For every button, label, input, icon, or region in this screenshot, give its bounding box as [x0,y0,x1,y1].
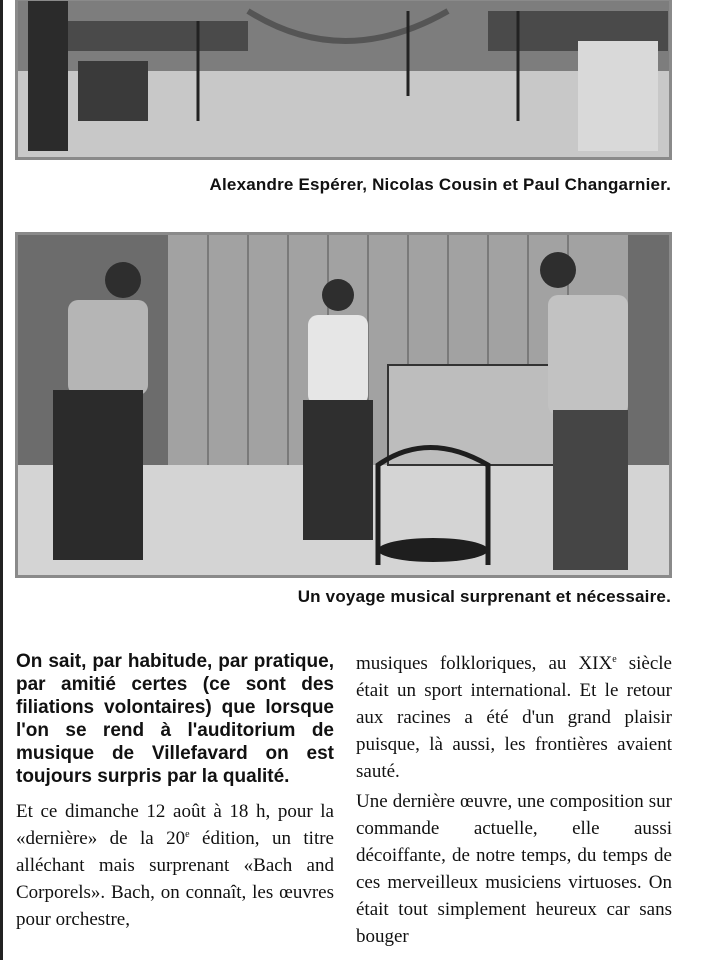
photo-marimbas [15,0,672,160]
article-paragraph: Une dernière œuvre, une composition sur commande actuelle, elle aussi décoiffante, de notre temps, du temps de ces merveilleux musiciens virtuoses. On était tout simplement heureux car sans bouger [356,791,672,947]
photo-caption-musicians: Alexandre Espérer, Nicolas Cousin et Paul Changarnier. [209,175,671,194]
text-run: siècle était un sport international. Et le retour aux racines a été d'un grand plaisir puisque, là aussi, les frontières avaient sauté. [356,653,672,782]
text-run: musiques folkloriques, au XIX [356,653,613,674]
photo-caption-voyage: Un voyage musical surprenant et nécessaire. [297,587,671,606]
article-paragraph [356,650,672,785]
article-column-right [356,650,672,953]
text-run: Et ce dimanche 12 août à 18 h, pour la «dernière» de la 20 [16,801,334,849]
article-paragraph [16,798,334,933]
superscript: e [612,654,617,665]
photo-performers [15,232,672,578]
article-column-left [16,650,334,936]
page-border [0,0,3,960]
superscript: e [185,829,190,840]
text-run: édition, un titre alléchant mais surprenant «Bach and Corporels». Bach, on connaît, les œuvres pour orchestre, [16,828,334,930]
article-lead: On sait, par habitude, par pratique, par amitié certes (ce sont des filiations volontaires) que lorsque l'on se rend à l'auditorium de musique de Villefavard on est toujours surpris par la qualité. [16,651,334,787]
